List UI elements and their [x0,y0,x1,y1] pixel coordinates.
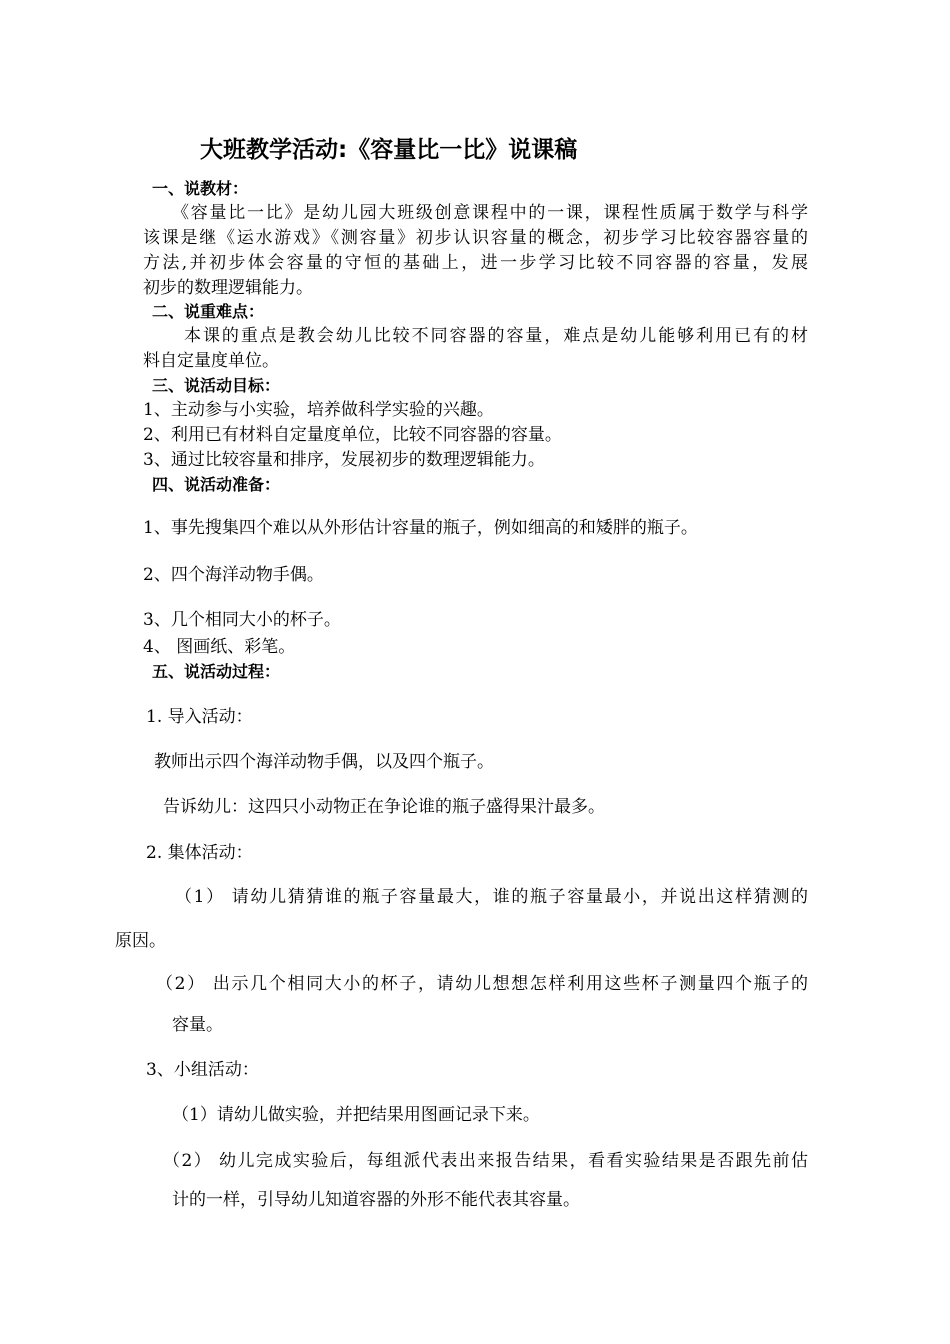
paragraph-line: （1）请幼儿做实验，并把结果用图画记录下来。 [172,1105,540,1125]
paragraph-line: （2） 幼儿完成实验后，每组派代表出来报告结果，看看实验结果是否跟先前估 [163,1151,808,1171]
step-heading: 2. 集体活动： [146,843,253,863]
section-heading-objectives: 三、说活动目标： [152,376,281,395]
paragraph-line: （2） 出示几个相同大小的杯子，请幼儿想想怎样利用这些杯子测量四个瓶子的 [156,974,808,994]
paragraph-line: 本课的重点是教会幼儿比较不同容器的容量，难点是幼儿能够利用已有的材 [184,326,808,346]
section-heading-process: 五、说活动过程： [152,662,281,681]
paragraph-line: 容量。 [172,1015,223,1035]
list-item: 3、几个相同大小的杯子。 [143,610,341,630]
document-title: 大班教学活动:《容量比一比》说课稿 [200,137,578,163]
list-item: 2、利用已有材料自定量度单位，比较不同容器的容量。 [143,425,562,445]
paragraph-line: 计的一样，引导幼儿知道容器的外形不能代表其容量。 [172,1190,580,1210]
list-item: 4、 图画纸、彩笔。 [143,637,296,657]
paragraph-line: 原因。 [115,931,166,951]
section-heading-key-points: 二、说重难点： [152,302,265,321]
paragraph-line: 方法,并初步体会容量的守恒的基础上，进一步学习比较不同容器的容量，发展 [143,253,808,273]
paragraph-line: 该课是继《运水游戏》《测容量》初步认识容量的概念，初步学习比较容器容量的 [143,228,808,248]
list-item: 2、四个海洋动物手偶。 [143,565,324,585]
list-item: 1、事先搜集四个难以从外形估计容量的瓶子，例如细高的和矮胖的瓶子。 [143,518,698,538]
step-heading: 1. 导入活动： [146,707,253,727]
paragraph-line: 告诉幼儿：这四只小动物正在争论谁的瓶子盛得果汁最多。 [163,797,605,817]
paragraph-line: 料自定量度单位。 [143,351,279,371]
paragraph-line: （1） 请幼儿猜猜谁的瓶子容量最大，谁的瓶子容量最小，并说出这样猜测的 [175,887,808,907]
paragraph-line: 初步的数理逻辑能力。 [143,278,313,298]
list-item: 1、主动参与小实验，培养做科学实验的兴趣。 [143,400,494,420]
step-heading: 3、小组活动： [146,1060,259,1080]
paragraph-line: 教师出示四个海洋动物手偶，以及四个瓶子。 [154,752,494,772]
paragraph-line: 《容量比一比》是幼儿园大班级创意课程中的一课，课程性质属于数学与科学 [172,203,808,223]
section-heading-teaching-material: 一、说教材： [152,179,249,198]
list-item: 3、通过比较容量和排序，发展初步的数理逻辑能力。 [143,450,545,470]
section-heading-preparation: 四、说活动准备： [152,475,281,494]
